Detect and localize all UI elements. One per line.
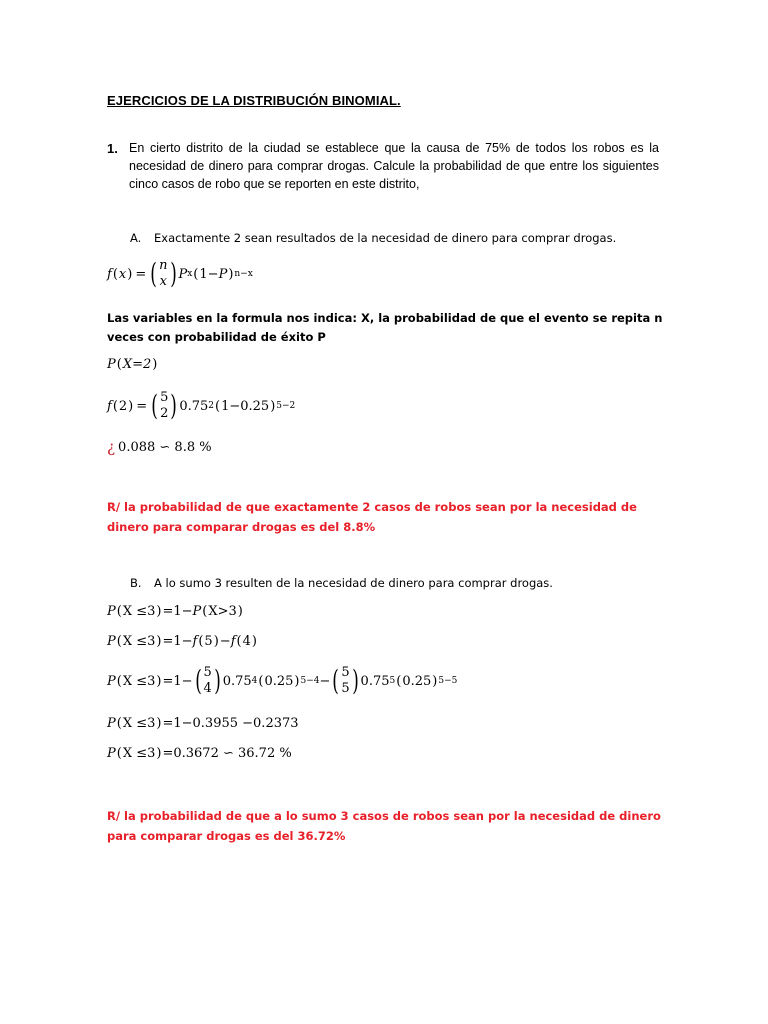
formula-exp2: n−x [234,269,253,279]
eq-f2-binomial [160,390,168,422]
eq-b1-rhs-b: X>3 [208,604,237,619]
eq-px2-text: X=2 [122,357,152,372]
formula-f: f [107,266,112,282]
equation-result-a [107,438,212,456]
eq-b3-e2: 5−4 [300,676,320,686]
inverted-question-glyph: ¿ [107,438,116,456]
eq-b3-i2: 0.25 [402,673,432,689]
eq-b4-rhs: =1−0.3955 −0.2373 [162,716,299,731]
formula-arg: x [118,266,127,282]
binom-top: 5 [341,665,350,680]
formula-p2: P [218,266,228,282]
eq-b2-lhs: X ≤3 [122,634,156,649]
eq-b3-c2: 0.75 [360,673,390,689]
eq-b3-e3: 5 [389,676,396,686]
formula-exp1: x [187,269,193,279]
problem-number: 1. [107,141,118,156]
equation-b4: P ( X ≤3 ) =1−0.3955 −0.2373 [107,716,299,731]
equation-b3: P ( X ≤3 ) =1− ( 5 4 ) 0.75 4 ( 0.25 ) 5−4 − ( 5 5 ) 0.75 5 ( 0.25 ) 5−5 [107,664,458,697]
formula-minus: − [207,266,219,282]
formula-p: P [178,266,188,282]
formula-binomial [159,258,167,290]
eq-f2-exp1: 2 [208,401,214,411]
part-a-heading [130,231,616,245]
document-title: EJERCICIOS DE LA DISTRIBUCIÓN BINOMIAL. [107,93,401,108]
eq-b4-lhs: X ≤3 [122,716,156,731]
equation-b5: P ( X ≤3 ) =0.3672 ∽ 36.72 % [107,746,292,761]
binom-top: 5 [160,390,169,405]
eq-b1-rhs-a: =1− [162,604,193,619]
eq-b1-lhs: X ≤3 [122,604,156,619]
eq-f2-arg: 2 [118,398,128,414]
equation-f2: f ( 2 ) = ( 5 2 ) 0.75 2 ( 1−0.25 ) 5−2 [107,389,296,422]
eq-b2-rhs: =1− [162,634,193,649]
eq-b3-lhs: X ≤3 [122,673,156,689]
answer-b: R/ la probabilidad de que a lo sumo 3 casos de robos sean por la necesidad de dinero para comparar drogas es del 36.72% [107,809,661,843]
part-b-letter: B. [130,576,142,590]
eq-b3-e1: 4 [251,676,258,686]
formula-one: 1 [199,266,208,282]
part-b-heading-text: A lo sumo 3 resulten de la necesidad de dinero para comprar drogas. [154,576,553,590]
equation-px2: P ( X=2 ) [107,357,158,372]
eq-b3-i1: 0.25 [264,673,294,689]
eq-b2-f1: 5 [204,634,213,649]
answer-a: R/ la probabilidad de que exactamente 2 casos de robos sean por la necesidad de dinero para comparar drogas es del 8.8% [107,500,637,534]
binom-bottom: 2 [160,406,169,421]
equation-b1: P ( X ≤3 ) =1− P ( X>3 ) [107,604,243,619]
binomial-formula: f ( x ) = ( n x ) P x ( 1 − P ) n−x [107,257,253,290]
eq-b3-binomial-2 [341,665,349,697]
eq-b3-e4: 5−5 [438,676,458,686]
variables-note: Las variables en la formula nos indica: X, la probabilidad de que el evento se repita n veces con probabilidad de éxito P [107,311,663,344]
part-a-heading-text: Exactamente 2 sean resultados de la necesidad de dinero para comprar drogas. [154,231,617,245]
binom-top: n [159,258,168,273]
eq-b5-lhs: X ≤3 [122,746,156,761]
eq-b3-binomial-1 [203,665,211,697]
binom-bottom: 4 [203,681,212,696]
eq-b3-c1: 0.75 [222,673,252,689]
equation-b2: P ( X ≤3 ) =1− f ( 5 ) − f ( 4 ) [107,634,257,649]
eq-b2-f2: 4 [242,634,251,649]
binom-top: 5 [203,665,212,680]
binom-bottom: x [159,274,168,289]
eq-result-a-text: 0.088 ∽ 8.8 % [118,439,212,455]
binom-bottom: 5 [341,681,350,696]
problem-statement: En cierto distrito de la ciudad se establece que la causa de 75% de todos los robos es la necesidad de dinero para comprar drogas. Calcule la probabilidad de que entre los siguientes cinco casos de robo que se reporten en este distrito, [129,141,659,191]
eq-f2-inner: 1−0.25 [221,398,270,414]
eq-f2-coef: 0.75 [179,398,209,414]
eq-b5-rhs: =0.3672 ∽ 36.72 % [162,746,292,761]
part-a-letter: A. [130,231,142,245]
part-b-heading [130,576,553,590]
eq-f2-exp2: 5−2 [276,401,296,411]
